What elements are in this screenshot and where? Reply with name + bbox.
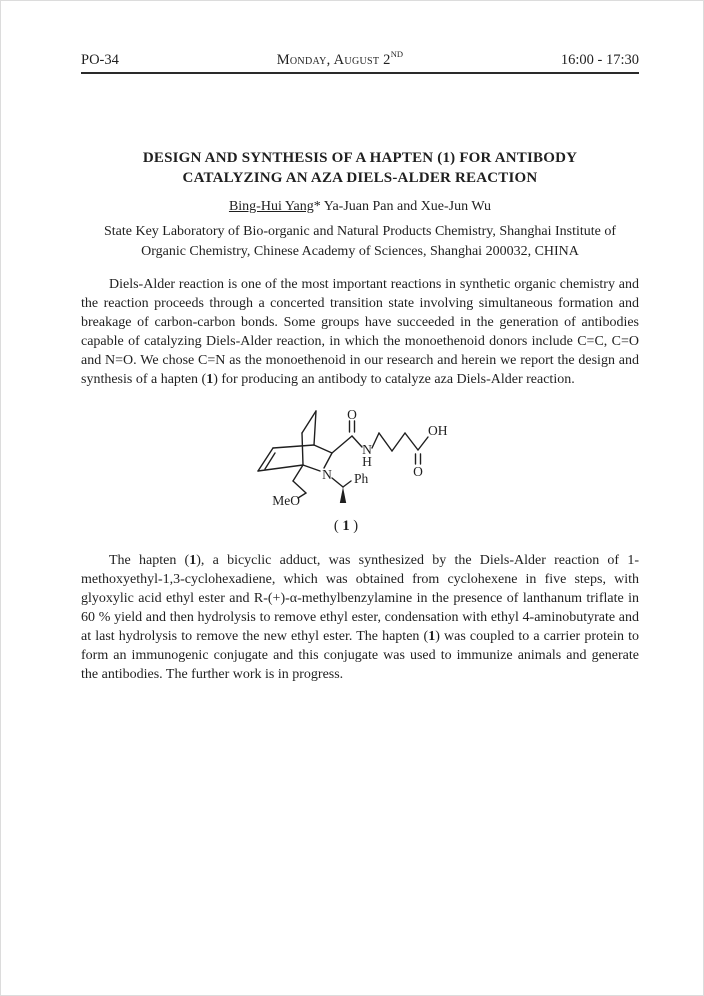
molecule-bonds [258, 411, 428, 503]
paper-title [81, 148, 639, 188]
coauthors: * Ya-Juan Pan and Xue-Jun Wu [313, 199, 492, 214]
carbonyl-oxygen-label: O [347, 407, 357, 422]
hydroxyl-label: OH [428, 423, 448, 438]
page-header [81, 50, 639, 69]
molecule-drawing [229, 397, 479, 515]
day-ordinal-suffix: ND [390, 49, 404, 59]
amide-nitrogen-label: N [362, 442, 372, 457]
molecule-atom-labels [272, 407, 447, 508]
methoxy-label: MeO [272, 493, 300, 508]
stereo-wedge-bond [340, 487, 346, 503]
affiliation-line2: Organic Chemistry, Chinese Academy of Sciences, Shanghai 200032, CHINA [141, 244, 579, 259]
authors-line [81, 199, 639, 215]
abstract-paragraph-2: The hapten (1), a bicyclic adduct, was synthesized by the Diels-Alder reaction of 1-methoxyethyl-1,3-cyclohexadiene, which was obtained from cyclohexene in five steps, with glyoxylic acid ethyl ester and R-(+)-α-methylbenzylamine in the presence of lanthanum triflate in 60 % yield and then hydrolysis to remove ethyl ester, condensation with ethyl 4-aminobutyrate and at last hydrolysis to remove the new ethyl ester. The hapten (1) was coupled to a carrier protein to form an immunogenic conjugate and this conjugate was used to immunize animals and generate the antibodies. The further work is in progress. [81, 553, 639, 682]
session-day: Monday, August 2ND [276, 49, 404, 68]
ring-nitrogen-label: N [322, 467, 332, 482]
compound-number: 1 [342, 518, 350, 534]
acid-oxygen-label: O [413, 464, 423, 479]
affiliation [81, 222, 639, 262]
session-code: PO-34 [81, 51, 119, 68]
abstract-paragraph-1: Diels-Alder reaction is one of the most important reactions in synthetic organic chemistry and the reaction proceeds through a concerted transition state involving simultaneous formation and breakage of carbon-carbon bonds. Some groups have succeeded in the generation of antibodies capable of catalyzing Diels-Alder reaction, in which the monoethenoid donors include C=C, C=O and N=O. We chose C=N as the monoethenoid in our research and herein we report the design and synthesis of a hapten (1) for producing an antibody to catalyze aza Diels-Alder reaction. [81, 277, 639, 387]
amide-hydrogen-label: H [362, 454, 372, 469]
paper-title-line1: DESIGN AND SYNTHESIS OF A HAPTEN (1) FOR ANTIBODY [142, 150, 578, 166]
affiliation-line1: State Key Laboratory of Bio-organic and Natural Products Chemistry, Shanghai Institute of [103, 224, 617, 239]
session-time: 16:00 - 17:30 [560, 51, 639, 68]
chemical-structure-figure [229, 397, 479, 547]
phenyl-label: Ph [354, 471, 369, 486]
presenting-author: Bing-Hui Yang [228, 199, 314, 214]
header-rule [81, 72, 639, 74]
compound-number-label: ( 1 ) [333, 518, 359, 534]
paper-title-line2: CATALYZING AN AZA DIELS-ALDER REACTION [182, 170, 538, 186]
